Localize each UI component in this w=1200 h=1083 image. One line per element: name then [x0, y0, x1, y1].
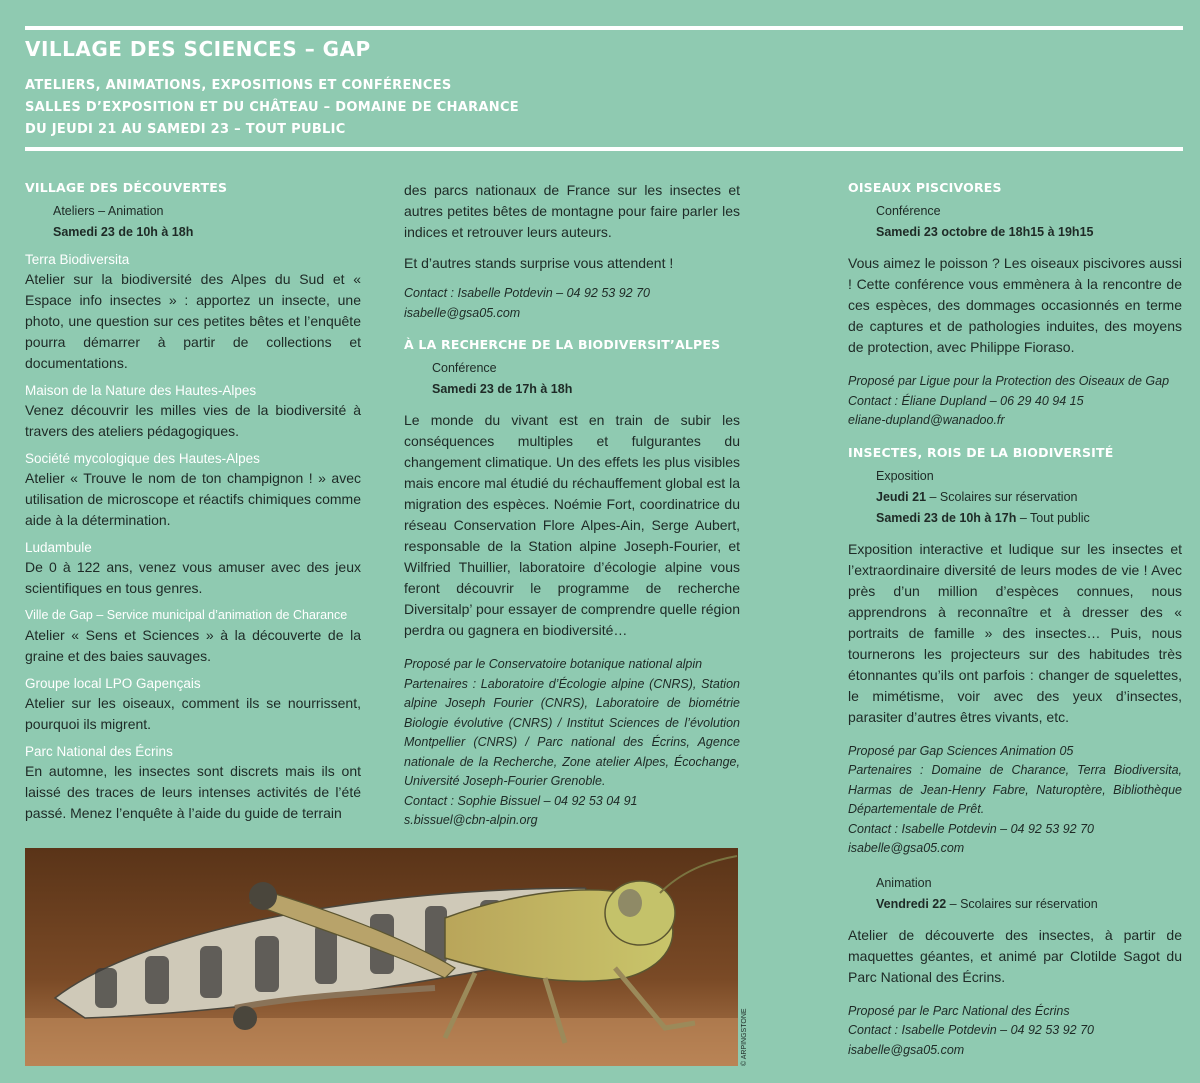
org-name: Terra Biodiversita	[25, 252, 130, 267]
event-type: Ateliers – Animation	[53, 204, 164, 218]
section-meta	[848, 466, 1182, 529]
event-date: Vendredi 22 – Scolaires sur réservation	[876, 896, 1098, 911]
column-2	[404, 180, 740, 831]
event-date: Samedi 23 octobre de 18h15 à 19h15	[876, 225, 1094, 239]
event-type: Conférence	[876, 204, 941, 218]
page-title: VILLAGE DES SCIENCES – GAP	[25, 37, 371, 61]
contact-email[interactable]: isabelle@gsa05.com	[848, 1042, 965, 1057]
contact-line: Contact : Isabelle Potdevin – 04 92 53 92 70	[404, 286, 651, 300]
org-name: Maison de la Nature des Hautes-Alpes	[25, 383, 257, 398]
org-name: Ville de Gap – Service municipal d’animation de Charance	[25, 608, 348, 622]
section-title-insectes: INSECTES, ROIS DE LA BIODIVERSITÉ	[848, 444, 1114, 460]
column-1	[25, 180, 361, 824]
conference-description: Vous aimez le poisson ? Les oiseaux piscivores aussi ! Cette conférence vous emmènera à la rencontre de ces espèces, des dommages occasionnés en terme de captures et de pathologies induites, des moyens de protection, avec Philippe Fioraso.	[848, 255, 1182, 355]
grasshopper-illustration	[25, 848, 738, 1066]
org-name: Société mycologique des Hautes-Alpes	[25, 451, 260, 466]
grasshopper-photo	[25, 848, 738, 1066]
header-rule	[25, 147, 1183, 151]
other-stands-text: Et d’autres stands surprise vous attendent !	[404, 255, 674, 271]
header-subtitle-3: DU JEUDI 21 AU SAMEDI 23 – TOUT PUBLIC	[25, 122, 346, 137]
section-title-decouvertes: VILLAGE DES DÉCOUVERTES	[25, 180, 228, 195]
org-description: Venez découvrir les milles vies de la biodiversité à travers des ateliers pédagogiques.	[25, 402, 361, 439]
event-date: Samedi 23 de 17h à 18h	[432, 382, 573, 396]
contact-line: Contact : Isabelle Potdevin – 04 92 53 92 70	[848, 1023, 1095, 1037]
partners: Partenaires : Laboratoire d’Écologie alpine (CNRS), Station alpine Joseph Fourier (CNRS), Laboratoire de biométrie Biologie évolutive (CNRS) / Institut Sciences de l’évolution Montpellier (CNRS) / Parc national des Écrins, Agence nationale de la Recherche, Zone atelier Alpes, Écochange, Université Joseph-Fourier Grenoble.	[404, 676, 740, 788]
proposed-by: Proposé par le Conservatoire botanique national alpin	[404, 657, 703, 671]
org-description: De 0 à 122 ans, venez vous amuser avec des jeux scientifiques en tous genres.	[25, 559, 361, 596]
org-description: Atelier « Trouve le nom de ton champignon ! » avec utilisation de microscope et réactifs chimiques comme aide à la détermination.	[25, 470, 361, 528]
section-title-biodiversitalpes: À LA RECHERCHE DE LA BIODIVERSIT’ALPES	[404, 337, 721, 352]
contact-line: Contact : Sophie Bissuel – 04 92 53 04 91	[404, 793, 638, 808]
proposed-by: Proposé par le Parc National des Écrins	[848, 1003, 1070, 1018]
section-title-oiseaux: OISEAUX PISCIVORES	[848, 180, 1002, 195]
conference-description: Le monde du vivant est en train de subir les conséquences multiples et fulgurantes du changement climatique. Un des effets les plus visibles mais encore mal étudié du réchauffement global est la migration des espèces. Noémie Fort, coordinatrice du réseau Conservation Flore Alpes-Ain, Serge Aubert, responsable de la Station alpine Joseph-Fourier, et Wilfried Thuillier, laboratoire d’écologie alpine vous feront découvrir le programme de recherche Diversitalp’ pour essayer de comprendre quelle région perdra ou gagnera en biodiversité…	[404, 412, 740, 638]
contact-email[interactable]: s.bissuel@cbn-alpin.org	[404, 813, 538, 827]
org-name: Parc National des Écrins	[25, 744, 173, 759]
header-subtitle-2: SALLES D’EXPOSITION ET DU CHÂTEAU – DOMAINE DE CHARANCE	[25, 100, 519, 115]
org-name: Groupe local LPO Gapençais	[25, 676, 201, 691]
section-meta	[848, 873, 1182, 915]
section-meta	[25, 201, 361, 243]
event-date: Jeudi 21 – Scolaires sur réservation	[876, 489, 1078, 504]
org-description: Atelier sur la biodiversité des Alpes du Sud et « Espace info insectes » : apportez un insecte, une photo, une question sur ces petites bêtes et l’enquête pourra démarrer à partir de collections et documentations.	[25, 271, 361, 371]
org-name: Ludambule	[25, 540, 92, 555]
header-subtitle-1: ATELIERS, ANIMATIONS, EXPOSITIONS ET CONFÉRENCES	[25, 78, 452, 93]
organizations-list	[25, 250, 361, 824]
event-date: Samedi 23 de 10h à 18h	[53, 225, 194, 239]
animation-description: Atelier de découverte des insectes, à partir de maquettes géantes, et animé par Clotilde Sagot du Parc National des Écrins.	[848, 926, 1182, 985]
event-date: Samedi 23 de 10h à 17h – Tout public	[876, 510, 1090, 525]
exhibition-description: Exposition interactive et ludique sur les insectes et l’extraordinaire diversité de leurs modes de vie ! Avec près d’un million d’espèces connues, nous apprendrons à reconnaître et à dresser des « portraits de famille » des insectes… Puis, nous tournerons les projecteurs sur des habitudes très étonnantes qu’ils ont parfois : changer de squelettes, le mimétisme, voir avec des yeux d’insectes, parasiter d’autres êtres vivants, etc.	[848, 540, 1182, 725]
photo-credit: © ARPINGSTONE	[741, 1008, 748, 1066]
proposed-by: Proposé par Gap Sciences Animation 05	[848, 743, 1074, 758]
top-rule	[25, 26, 1183, 30]
org-description: Atelier sur les oiseaux, comment ils se nourrissent, pourquoi ils migrent.	[25, 695, 361, 732]
contact-line: Contact : Éliane Dupland – 06 29 40 94 15	[848, 393, 1084, 408]
contact-email[interactable]: eliane-dupland@wanadoo.fr	[848, 413, 1005, 427]
org-description: En automne, les insectes sont discrets mais ils ont laissé des traces de leurs intenses activités de l’été passé. Menez l’enquête à l’aide du guide de terrain	[25, 763, 361, 821]
section-meta	[404, 358, 740, 400]
proposed-by: Proposé par Ligue pour la Protection des Oiseaux de Gap	[848, 374, 1170, 388]
event-type: Animation	[876, 875, 932, 890]
continued-text: des parcs nationaux de France sur les insectes et autres petites bêtes de montagne pour faire parler les indices et retrouver leurs auteurs.	[404, 182, 740, 240]
contact-line: Contact : Isabelle Potdevin – 04 92 53 92 70	[848, 821, 1095, 836]
column-3	[848, 180, 1182, 1060]
event-type: Exposition	[876, 468, 934, 483]
event-type: Conférence	[432, 361, 497, 375]
section-meta	[848, 201, 1182, 243]
contact-email[interactable]: isabelle@gsa05.com	[848, 841, 965, 855]
partners: Partenaires : Domaine de Charance, Terra Biodiversita, Harmas de Jean-Henry Fabre, Naturoptère, Bibliothèque Départementale de Prêt.	[848, 763, 1182, 816]
org-description: Atelier « Sens et Sciences » à la découverte de la graine et des baies sauvages.	[25, 627, 361, 664]
contact-email[interactable]: isabelle@gsa05.com	[404, 305, 521, 320]
